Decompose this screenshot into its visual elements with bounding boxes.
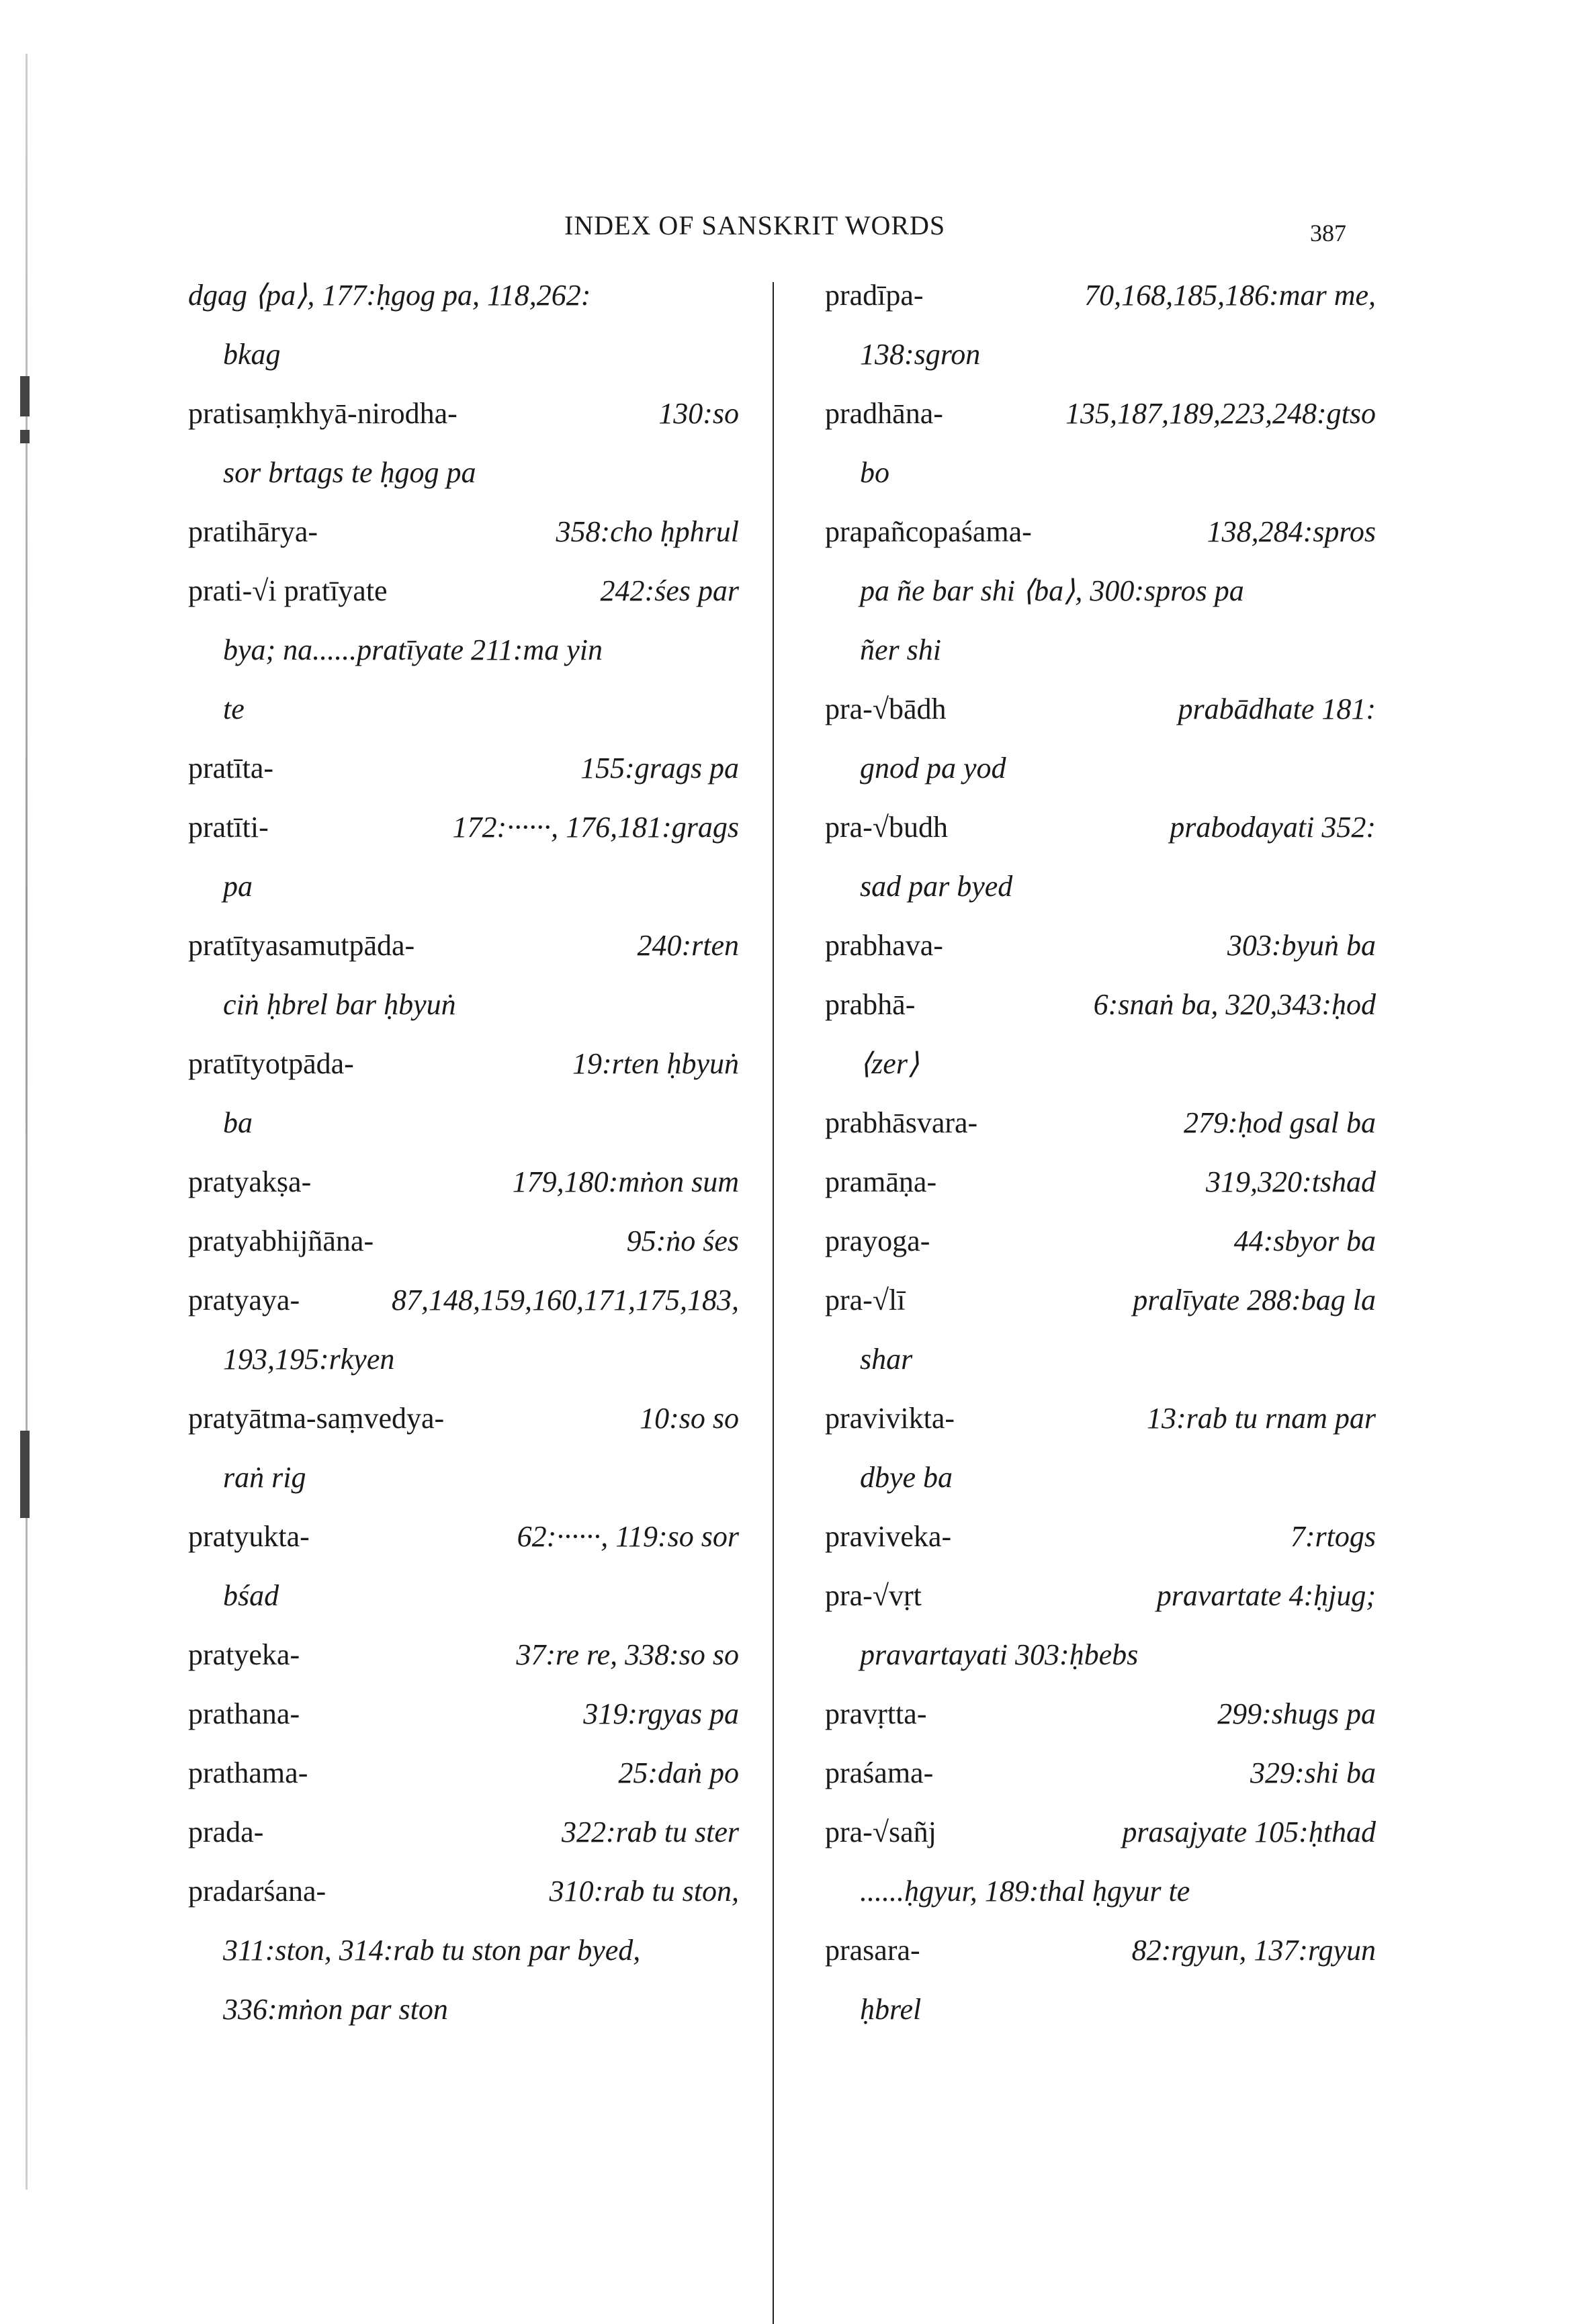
index-entry	[825, 975, 1376, 1093]
entry-headline	[188, 266, 739, 325]
reference: 130:so	[658, 397, 739, 430]
entry-headline	[188, 384, 739, 443]
headword: pradarśana-	[188, 1875, 326, 1908]
reference: 19:rten ḥbyuṅ	[572, 1047, 739, 1080]
headword: prayoga-	[825, 1224, 930, 1257]
continuation-line: dbye ba	[860, 1461, 953, 1494]
headword: pra-√sañj	[825, 1816, 936, 1848]
continuation-line: ñer shi	[860, 633, 941, 666]
reference: 70,168,185,186:mar me,	[1084, 279, 1376, 312]
continuation-line: ḥbrel	[860, 1993, 922, 2026]
entry-headline	[825, 916, 1376, 975]
entry-headline	[188, 1862, 739, 1921]
entry-headline	[188, 1153, 739, 1212]
index-entry	[825, 1507, 1376, 1566]
entry-headline	[825, 1093, 1376, 1153]
headword: prasara-	[825, 1934, 920, 1967]
entry-headline	[825, 1153, 1376, 1212]
index-entry	[825, 1744, 1376, 1803]
continuation-line: pa	[223, 870, 253, 903]
entry-headline	[825, 1389, 1376, 1448]
index-entry	[188, 1153, 739, 1212]
continuation-line: bo	[860, 456, 889, 489]
headword: pratyabhijñāna-	[188, 1224, 374, 1257]
index-entry	[825, 1153, 1376, 1212]
index-entry	[188, 916, 739, 1034]
reference: 310:rab tu ston,	[549, 1875, 739, 1908]
headword: pra-√lī	[825, 1284, 906, 1316]
headword: pramāṇa-	[825, 1165, 937, 1198]
headword: pra-√budh	[825, 811, 948, 844]
continuation-line: ⟨zer⟩	[860, 1047, 920, 1080]
index-entry	[188, 384, 739, 502]
entry-headline	[825, 798, 1376, 857]
entry-headline	[188, 1685, 739, 1744]
reference: 322:rab tu ster	[562, 1816, 739, 1848]
entry-headline	[825, 680, 1376, 739]
headword: pratīta-	[188, 752, 274, 785]
reference: pralīyate 288:bag la	[1133, 1284, 1376, 1316]
reference: 135,187,189,223,248:gtso	[1065, 397, 1376, 430]
index-entry	[825, 1212, 1376, 1271]
entry-headline	[825, 1212, 1376, 1271]
scan-edge	[26, 54, 28, 2190]
scan-mark	[20, 376, 30, 416]
headword: pratītyotpāda-	[188, 1047, 354, 1080]
reference: 13:rab tu rnam par	[1146, 1402, 1376, 1435]
continuation-line: bkag	[223, 338, 281, 371]
entry-headline	[188, 798, 739, 857]
index-entry	[188, 1862, 739, 2039]
headword: pratītyasamutpāda-	[188, 929, 415, 962]
headword: pra-√vṛt	[825, 1579, 922, 1612]
scan-mark	[20, 430, 30, 443]
headword: pratyeka-	[188, 1638, 300, 1671]
headword: pravṛtta-	[825, 1697, 927, 1730]
continuation-line: 336:mṅon par ston	[223, 1993, 448, 2026]
continuation-line: shar	[860, 1343, 913, 1376]
reference: 87,148,159,160,171,175,183,	[392, 1284, 739, 1316]
page-header	[0, 210, 1572, 250]
index-entry	[825, 502, 1376, 680]
headword: praśama-	[825, 1756, 934, 1789]
entry-headline	[188, 562, 739, 621]
entry-headline	[188, 1271, 739, 1330]
reference: 82:rgyun, 137:rgyun	[1131, 1934, 1376, 1967]
entry-headline	[188, 1507, 739, 1566]
entry-headline	[188, 1803, 739, 1862]
reference: 319,320:tshad	[1206, 1165, 1376, 1198]
reference: 10:so so	[640, 1402, 739, 1435]
index-entry	[825, 798, 1376, 916]
continuation-line: sad par byed	[860, 870, 1013, 903]
entry-headline	[825, 1566, 1376, 1625]
left-column	[188, 266, 739, 2039]
continuation-line: ......ḥgyur, 189:thal ḥgyur te	[860, 1875, 1190, 1908]
reference: 303:byuṅ ba	[1227, 929, 1376, 962]
headword: praviveka-	[825, 1520, 952, 1553]
headword: pra-√bādh	[825, 692, 947, 725]
headword: prabhā-	[825, 988, 916, 1021]
headword: prathana-	[188, 1697, 300, 1730]
entry-headline	[188, 916, 739, 975]
entry-headline	[825, 1507, 1376, 1566]
headword: pratisaṃkhyā-nirodha-	[188, 397, 457, 430]
reference: 37:re re, 338:so so	[516, 1638, 739, 1671]
continuation-line: bya; na......pratīyate 211:ma yin	[223, 633, 603, 666]
index-entry	[188, 1507, 739, 1625]
index-entry	[825, 1921, 1376, 2039]
entry-headline	[825, 1803, 1376, 1862]
index-entry	[825, 1566, 1376, 1685]
reference: 44:sbyor ba	[1233, 1224, 1376, 1257]
entry-headline	[825, 975, 1376, 1034]
index-entry	[825, 680, 1376, 798]
continuation-line: ciṅ ḥbrel bar ḥbyuṅ	[223, 988, 456, 1021]
entry-headline	[825, 1685, 1376, 1744]
continuation-line: 193,195:rkyen	[223, 1343, 395, 1376]
index-entry	[825, 1685, 1376, 1744]
entry-headline	[825, 1921, 1376, 1980]
reference: 179,180:mṅon sum	[512, 1165, 739, 1198]
index-entry	[188, 562, 739, 739]
continuation-line: sor brtags te ḥgog pa	[223, 456, 476, 489]
headword: pratyukta-	[188, 1520, 310, 1553]
page-title: INDEX OF SANSKRIT WORDS	[564, 210, 946, 240]
headword: prati-√i pratīyate	[188, 574, 388, 607]
reference: 242:śes par	[600, 574, 739, 607]
continuation-line: 138:sgron	[860, 338, 981, 371]
headword: pratyātma-saṃvedya-	[188, 1402, 445, 1435]
headword: pratīti-	[188, 811, 269, 844]
entry-headline	[825, 502, 1376, 562]
continuation-line: pa ñe bar shi ⟨ba⟩, 300:spros pa	[860, 574, 1244, 607]
index-entry	[825, 916, 1376, 975]
headword: pratyakṣa-	[188, 1165, 312, 1198]
continuation-line: raṅ rig	[223, 1461, 306, 1494]
index-entry	[825, 1803, 1376, 1921]
entry-headline	[188, 1389, 739, 1448]
reference: 358:cho ḥphrul	[556, 515, 739, 548]
page-number: 387	[1310, 220, 1346, 247]
reference: 172:······, 176,181:grags	[452, 811, 739, 844]
index-entry	[188, 1744, 739, 1803]
entry-headline	[188, 502, 739, 562]
index-entry	[188, 1389, 739, 1507]
entry-headline	[825, 266, 1376, 325]
reference: 6:snaṅ ba, 320,343:ḥod	[1093, 988, 1376, 1021]
continuation-line: gnod pa yod	[860, 752, 1006, 785]
reference: 7:rtogs	[1290, 1520, 1376, 1553]
index-entry	[825, 1271, 1376, 1389]
right-column	[825, 266, 1376, 2039]
index-entry	[188, 1685, 739, 1744]
reference: 138,284:spros	[1207, 515, 1376, 548]
index-entry	[188, 1271, 739, 1389]
headword: pratihārya-	[188, 515, 318, 548]
headword: prabhāsvara-	[825, 1106, 978, 1139]
index-entry	[188, 798, 739, 916]
reference: 329:shi ba	[1250, 1756, 1376, 1789]
reference: 25:daṅ po	[618, 1756, 739, 1789]
column-divider	[773, 282, 774, 2324]
index-entry	[188, 502, 739, 562]
entry-headline	[188, 1034, 739, 1093]
reference: 155:grags pa	[580, 752, 739, 785]
headword: prapañcopaśama-	[825, 515, 1032, 548]
index-entry	[188, 266, 739, 384]
entry-headline	[188, 1212, 739, 1271]
reference: 95:ṅo śes	[626, 1224, 739, 1257]
reference: 279:ḥod gsal ba	[1184, 1106, 1376, 1139]
continuation-line: 311:ston, 314:rab tu ston par byed,	[223, 1934, 641, 1967]
headword: pravivikta-	[825, 1402, 955, 1435]
continuation-line: te	[223, 692, 245, 725]
reference: prasajyate 105:ḥthad	[1122, 1816, 1376, 1848]
index-entry	[825, 1093, 1376, 1153]
index-entry	[188, 739, 739, 798]
index-entry	[188, 1034, 739, 1153]
headword: prathama-	[188, 1756, 308, 1789]
continuation-line: bśad	[223, 1579, 279, 1612]
headword: prada-	[188, 1816, 264, 1848]
headword: dgag ⟨pa⟩, 177:ḥgog pa, 118,262:	[188, 279, 591, 312]
entry-headline	[188, 739, 739, 798]
reference: 62:······, 119:so sor	[517, 1520, 739, 1553]
index-entry	[825, 1389, 1376, 1507]
reference: prabādhate 181:	[1178, 692, 1376, 725]
headword: pratyaya-	[188, 1284, 300, 1316]
index-entry	[825, 266, 1376, 384]
scan-mark	[20, 1431, 30, 1518]
continuation-line: ba	[223, 1106, 253, 1139]
index-entry	[188, 1212, 739, 1271]
entry-headline	[825, 384, 1376, 443]
reference: 299:shugs pa	[1217, 1697, 1376, 1730]
entry-headline	[188, 1744, 739, 1803]
reference: 319:rgyas pa	[583, 1697, 739, 1730]
reference: pravartate 4:ḥjug;	[1156, 1579, 1376, 1612]
index-entry	[188, 1625, 739, 1685]
entry-headline	[188, 1625, 739, 1685]
index-entry	[825, 384, 1376, 502]
index-entry	[188, 1803, 739, 1862]
continuation-line: pravartayati 303:ḥbebs	[860, 1638, 1139, 1671]
headword: pradīpa-	[825, 279, 924, 312]
reference: prabodayati 352:	[1170, 811, 1376, 844]
headword: pradhāna-	[825, 397, 943, 430]
reference: 240:rten	[637, 929, 739, 962]
headword: prabhava-	[825, 929, 943, 962]
entry-headline	[825, 1271, 1376, 1330]
entry-headline	[825, 1744, 1376, 1803]
